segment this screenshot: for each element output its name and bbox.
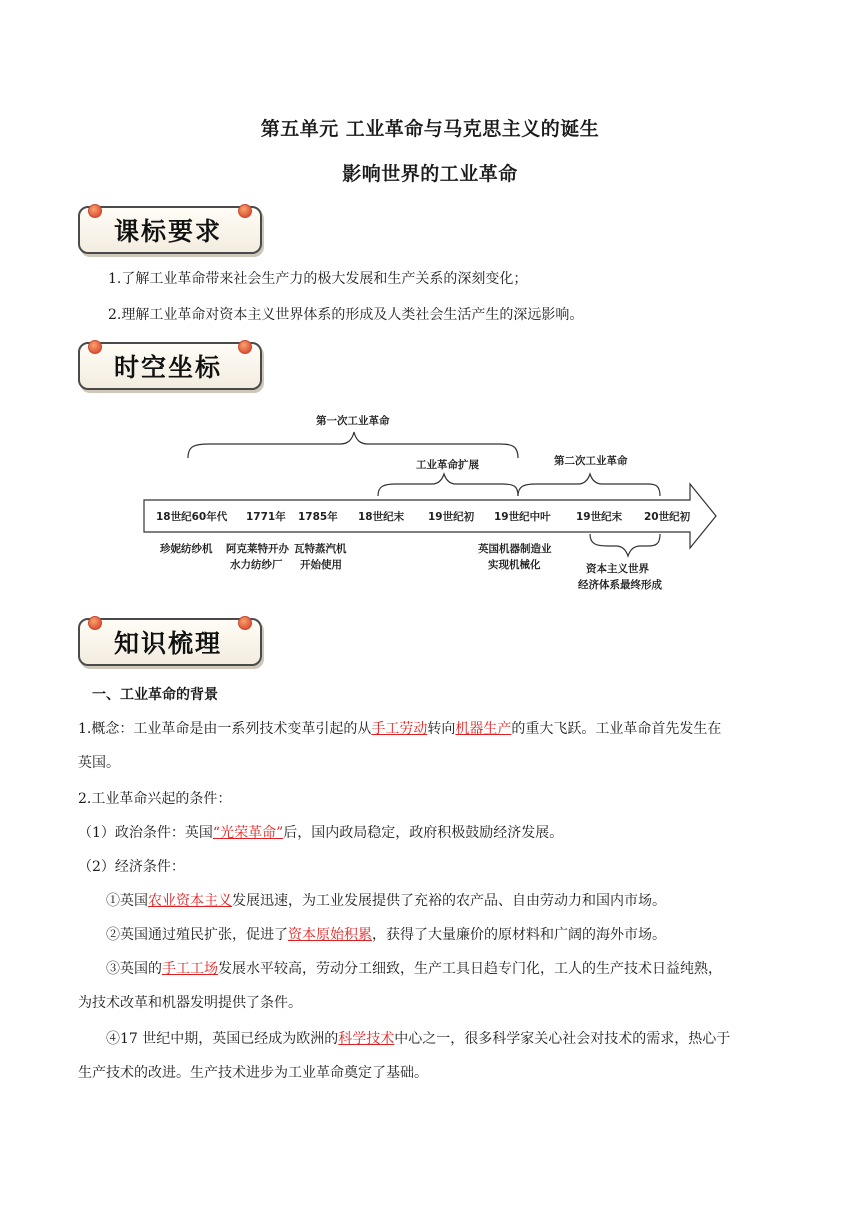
- brace-system: [590, 534, 660, 556]
- section-badge-curriculum: [78, 206, 262, 254]
- text-run: ①英国: [106, 893, 148, 909]
- paragraph-concept: [78, 718, 788, 740]
- text-run: 转向: [427, 721, 456, 737]
- section-badge-label: 知识梳理: [114, 629, 223, 658]
- section-badge-knowledge: [78, 618, 262, 666]
- section-heading: 一、工业革命的背景: [92, 687, 218, 703]
- emphasis-term: 手工劳动: [371, 721, 428, 737]
- emphasis-term: 手工工场: [162, 961, 218, 977]
- text-run: 后，国内政局稳定，政府积极鼓励经济发展。: [283, 825, 564, 841]
- tick-label: 19世纪中叶: [494, 511, 551, 523]
- section-badge-timeline: [78, 342, 262, 390]
- text-run: ，获得了大量廉价的原材料和广阔的海外市场。: [372, 927, 666, 943]
- event-label: 经济体系最终形成: [578, 579, 662, 591]
- text-run: （1）政治条件：英国: [78, 825, 213, 841]
- page-subtitle: 影响世界的工业革命: [342, 163, 518, 185]
- brace-label-second: 第二次工业革命: [554, 455, 628, 467]
- emphasis-term: 农业资本主义: [148, 893, 232, 909]
- event-label: 英国机器制造业: [478, 543, 552, 555]
- event-label: 实现机械化: [488, 559, 541, 571]
- section-badge-label: 课标要求: [114, 217, 223, 246]
- page-title: 第五单元 工业革命与马克思主义的诞生: [260, 118, 600, 140]
- text-run: 发展迅速，为工业发展提供了充裕的农产品、自由劳动力和国内市场。: [232, 893, 666, 909]
- text-run: ③英国的: [106, 961, 162, 977]
- text-run: 中心之一，很多科学家关心社会对技术的需求，热心于: [394, 1031, 731, 1047]
- brace-second: [518, 474, 660, 496]
- curriculum-item: 1.了解工业革命带来社会生产力的极大发展和生产关系的深刻变化；: [108, 271, 528, 287]
- emphasis-term: “光荣革命”: [212, 825, 284, 841]
- event-label: 瓦特蒸汽机: [294, 543, 347, 555]
- paragraph-conditions: 2.工业革命兴起的条件：: [78, 791, 232, 807]
- event-label: 资本主义世界: [586, 563, 649, 575]
- emphasis-term: 资本原始积累: [288, 927, 372, 943]
- text-run: 1.概念：工业革命是由一系列技术变革引起的从: [78, 721, 372, 737]
- curriculum-item: 2.理解工业革命对资本主义世界体系的形成及人类社会生活产生的深远影响。: [108, 307, 584, 323]
- brace-label-first: 第一次工业革命: [316, 415, 390, 427]
- event-label: 开始使用: [300, 559, 342, 571]
- brace-first: [188, 432, 518, 458]
- paragraph-concept-cont: 英国。: [78, 755, 120, 771]
- paragraph-political: [78, 822, 788, 844]
- emphasis-term: 科学技术: [338, 1031, 395, 1047]
- timeline-diagram: [140, 400, 720, 600]
- tick-label: 19世纪初: [428, 511, 475, 523]
- paragraph-econ-4: [106, 1028, 796, 1050]
- paragraph-economic: （2）经济条件：: [78, 859, 185, 875]
- tick-label: 18世纪末: [358, 511, 405, 523]
- paragraph-econ-3: [106, 958, 796, 980]
- text-run: ②英国通过殖民扩张，促进了: [106, 927, 288, 943]
- tick-label: 20世纪初: [644, 511, 691, 523]
- paragraph-econ-1: [106, 890, 816, 912]
- paragraph-econ-3-cont: 为技术改革和机器发明提供了条件。: [78, 995, 302, 1011]
- tick-label: 19世纪末: [576, 511, 623, 523]
- text-run: ④17 世纪中期，英国已经成为欧洲的: [106, 1031, 339, 1047]
- tick-label: 1771年: [246, 511, 286, 523]
- emphasis-term: 机器生产: [455, 721, 512, 737]
- brace-expansion: [378, 474, 518, 496]
- event-label: 水力纺纱厂: [230, 559, 283, 571]
- brace-label-expansion: 工业革命扩展: [416, 459, 479, 471]
- event-label: 珍妮纺纱机: [160, 543, 213, 555]
- text-run: 的重大飞跃。工业革命首先发生在: [511, 721, 722, 737]
- tick-label: 18世纪60年代: [156, 511, 228, 523]
- paragraph-econ-2: [106, 924, 816, 946]
- tick-label: 1785年: [298, 511, 338, 523]
- section-badge-label: 时空坐标: [114, 353, 223, 382]
- paragraph-econ-4-cont: 生产技术的改进。生产技术进步为工业革命奠定了基础。: [78, 1065, 428, 1081]
- event-label: 阿克莱特开办: [226, 543, 289, 555]
- text-run: 发展水平较高，劳动分工细致，生产工具日趋专门化，工人的生产技术日益纯熟，: [218, 961, 722, 977]
